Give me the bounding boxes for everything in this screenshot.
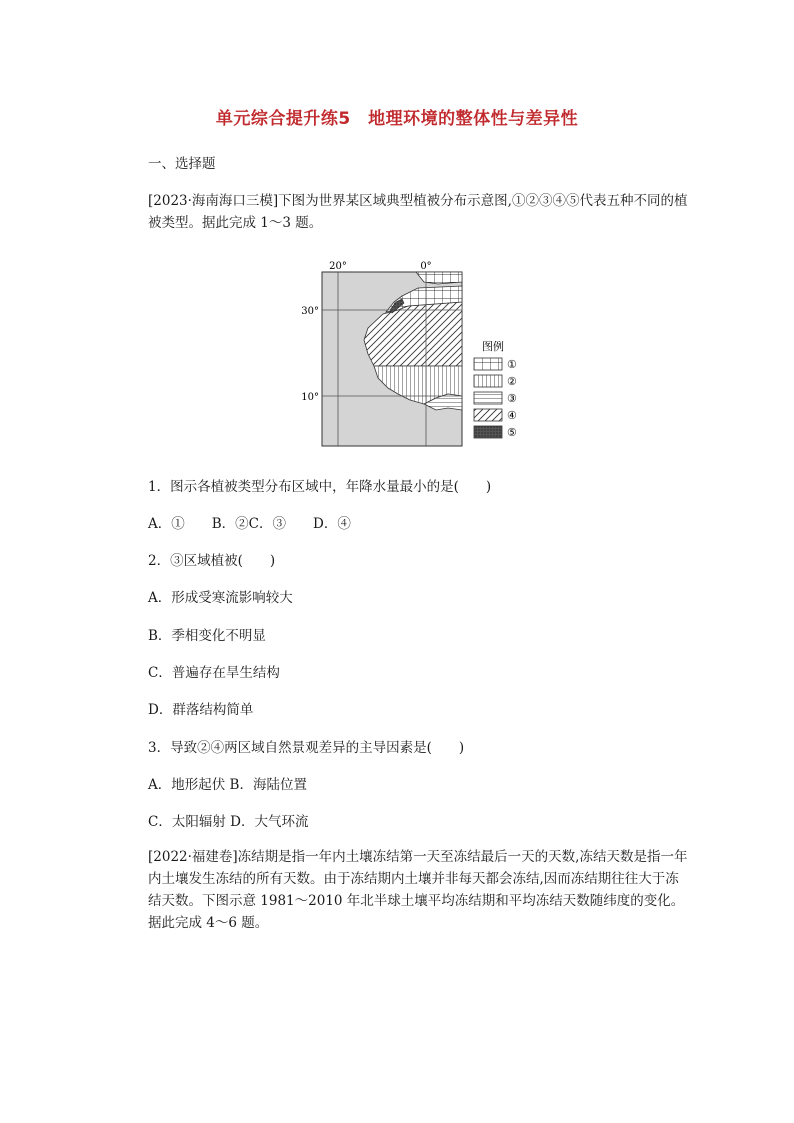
question-1-stem: 1．图示各植被类型分布区域中，年降水量最小的是( ) bbox=[148, 479, 492, 495]
legend-swatch-2 bbox=[474, 375, 502, 387]
question-2-option-b: B．季相变化不明显 bbox=[148, 628, 266, 644]
lon-label-20: 20° bbox=[329, 261, 347, 272]
intro-passage-1: [2023·海南海口三模]下图为世界某区域典型植被分布示意图,①②③④⑤代表五种不同的植被类型。据此完成 1～3 题。 bbox=[148, 193, 688, 231]
legend-label-2: ② bbox=[507, 375, 517, 388]
page-title: 单元综合提升练5 地理环境的整体性与差异性 bbox=[215, 109, 579, 129]
legend-title: 图例 bbox=[482, 340, 504, 353]
legend-swatch-4 bbox=[474, 409, 502, 421]
section-heading: 一、选择题 bbox=[148, 156, 216, 172]
question-3-options-cd: C．太阳辐射 D．大气环流 bbox=[148, 814, 309, 830]
intro-passage-2: [2022·福建卷]冻结期是指一年内土壤冻结第一天至冻结最后一天的天数,冻结天数是指一年内土壤发生冻结的所有天数。由于冻结期内土壤并非每天都会冻结,因而冻结期往往大于冻结天数。下图示意 1981～2010 年北半球土壤平均冻结期和平均冻结天数随纬度的变化。据此完成 4～6 题。 bbox=[148, 849, 688, 931]
question-1-options: A．① B．②C．③ D．④ bbox=[148, 516, 351, 532]
question-2-stem: 2．③区域植被( ) bbox=[148, 553, 276, 569]
vegetation-map bbox=[298, 258, 534, 448]
question-2-option-c: C．普遍存在旱生结构 bbox=[148, 665, 280, 681]
legend-label-4: ④ bbox=[507, 409, 517, 422]
lat-label-10: 10° bbox=[301, 392, 319, 403]
question-3-options-ab: A．地形起伏 B．海陆位置 bbox=[148, 777, 307, 793]
legend-swatch-1 bbox=[474, 358, 502, 370]
legend-label-3: ③ bbox=[507, 392, 517, 405]
legend-swatch-5 bbox=[474, 426, 502, 438]
lat-label-30: 30° bbox=[301, 306, 319, 317]
legend-label-1: ① bbox=[507, 358, 517, 371]
question-2-option-a: A．形成受寒流影响较大 bbox=[148, 590, 293, 606]
question-2-option-d: D．群落结构简单 bbox=[148, 702, 254, 718]
legend-swatch-3 bbox=[474, 392, 502, 404]
lon-label-0: 0° bbox=[420, 261, 432, 272]
question-3-stem: 3．导致②④两区域自然景观差异的主导因素是( ) bbox=[148, 740, 465, 756]
legend-label-5: ⑤ bbox=[507, 426, 517, 439]
